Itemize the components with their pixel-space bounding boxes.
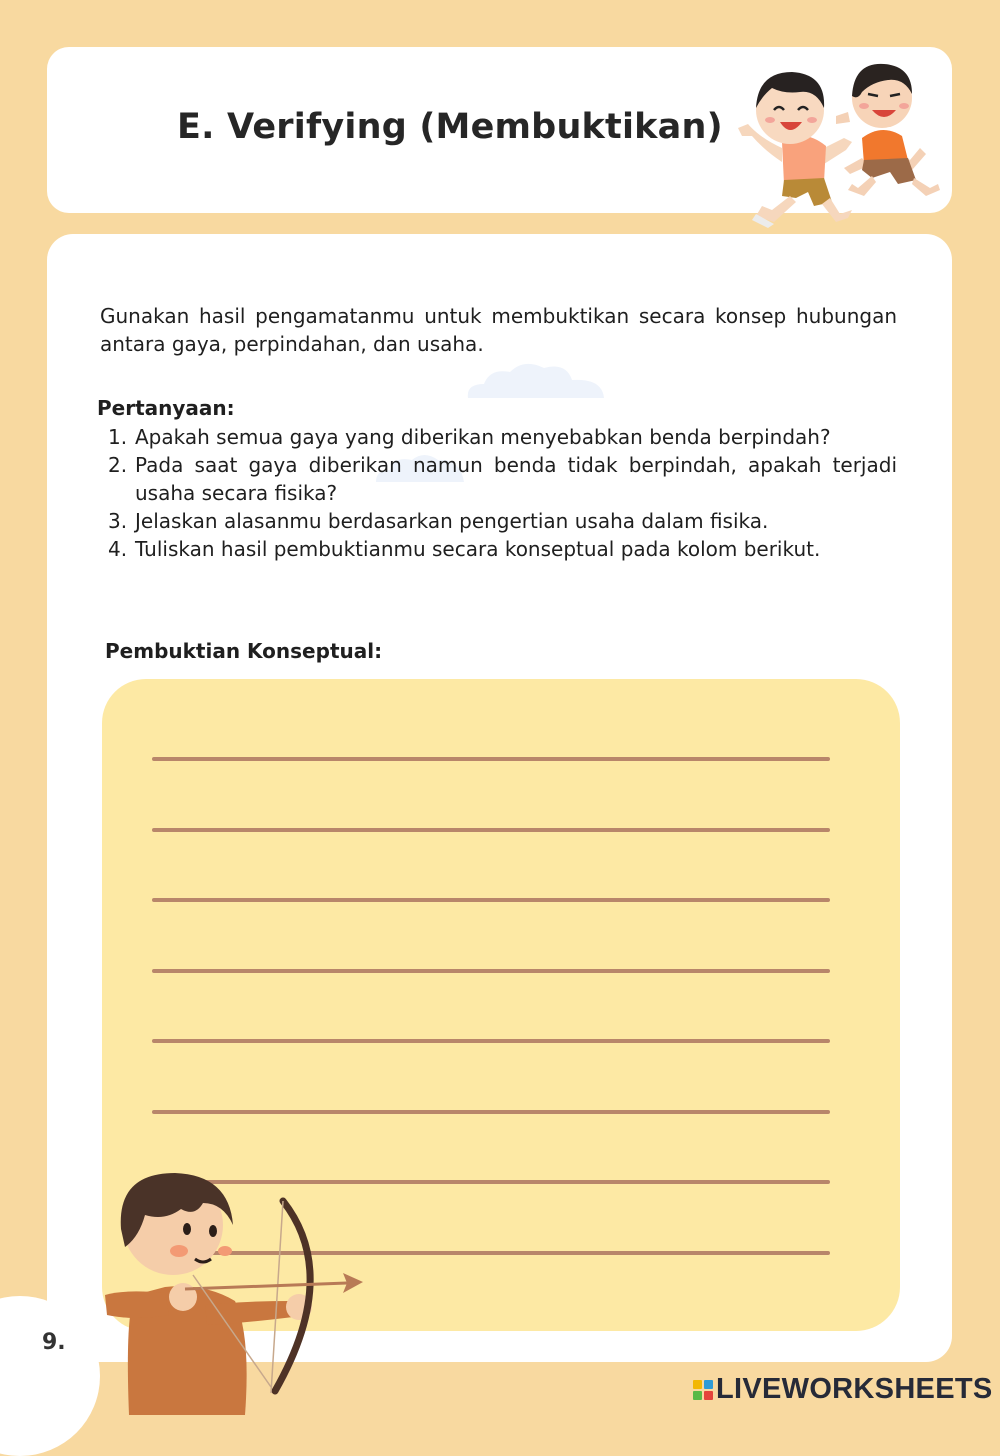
page-title: E. Verifying (Membuktikan) bbox=[177, 107, 723, 147]
instruction-text: Gunakan hasil pengamatanmu untuk membuktikan secara konsep hubungan antara gaya, perpindahan, dan usaha. bbox=[100, 304, 897, 356]
answer-heading: Pembuktian Konseptual: bbox=[105, 639, 383, 663]
archer-boy-illustration bbox=[95, 1165, 370, 1415]
answer-line bbox=[152, 898, 830, 902]
answer-line bbox=[152, 828, 830, 832]
question-number: 3. bbox=[108, 509, 128, 533]
question-text: Pada saat gaya diberikan namun benda tidak berpindah, apakah terjadi usaha secara fisika? bbox=[135, 453, 897, 505]
running-kids-illustration bbox=[712, 38, 947, 228]
answer-line bbox=[152, 969, 830, 973]
question-item bbox=[108, 535, 897, 563]
question-text: Jelaskan alasanmu berdasarkan pengertian usaha dalam fisika. bbox=[135, 509, 769, 533]
brand-name: LIVEWORKSHEETS bbox=[716, 1373, 993, 1405]
question-text: Tuliskan hasil pembuktianmu secara konseptual pada kolom berikut. bbox=[135, 537, 821, 561]
question-item bbox=[108, 507, 897, 535]
questions-heading: Pertanyaan: bbox=[97, 396, 235, 420]
answer-line bbox=[152, 1110, 830, 1114]
question-list bbox=[108, 423, 897, 563]
page-number: 9. bbox=[42, 1330, 66, 1355]
cloud-decoration bbox=[462, 358, 610, 402]
question-number: 2. bbox=[108, 453, 128, 477]
liveworksheets-logo-icon bbox=[693, 1380, 713, 1400]
kid-orange-shirt bbox=[836, 64, 940, 196]
liveworksheets-brand bbox=[693, 1373, 993, 1406]
question-text: Apakah semua gaya yang diberikan menyebabkan benda berpindah? bbox=[135, 425, 831, 449]
answer-line bbox=[152, 757, 830, 761]
question-number: 4. bbox=[108, 537, 128, 561]
question-item bbox=[108, 451, 897, 507]
kid-peach-shirt bbox=[738, 72, 852, 228]
answer-line bbox=[152, 1039, 830, 1043]
question-item bbox=[108, 423, 897, 451]
question-number: 1. bbox=[108, 425, 128, 449]
